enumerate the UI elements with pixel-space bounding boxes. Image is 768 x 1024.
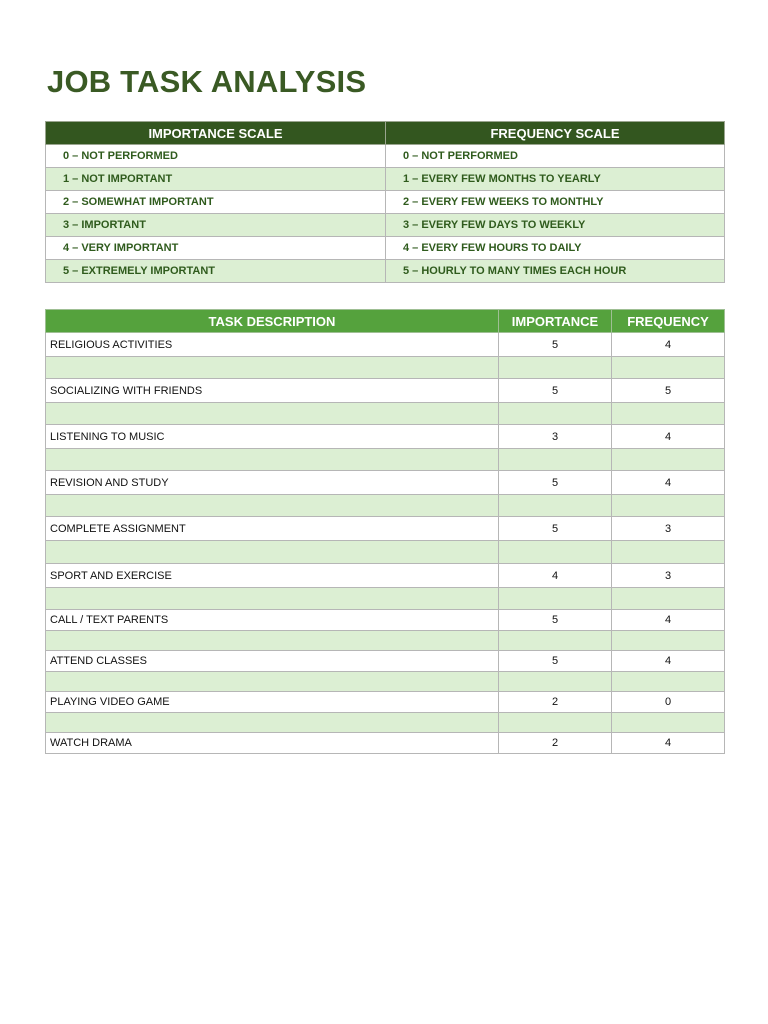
scale-row [46,145,725,168]
task-description-cell: SOCIALIZING WITH FRIENDS [46,379,499,403]
frequency-cell: 3 [612,564,725,588]
task-header-row [46,310,725,333]
frequency-scale-header: FREQUENCY SCALE [386,122,725,145]
frequency-scale-cell: 0 – NOT PERFORMED [386,145,725,168]
importance-cell: 2 [499,733,612,754]
importance-cell: 5 [499,517,612,541]
importance-scale-cell: 4 – VERY IMPORTANT [46,237,386,260]
scale-header-row [46,122,725,145]
task-description-cell: SPORT AND EXERCISE [46,564,499,588]
task-description-cell: ATTEND CLASSES [46,651,499,672]
frequency-scale-cell: 5 – HOURLY TO MANY TIMES EACH HOUR [386,260,725,283]
blank-row [46,541,725,564]
task-row [46,651,725,672]
frequency-scale-cell: 1 – EVERY FEW MONTHS TO YEARLY [386,168,725,191]
frequency-scale-cell: 3 – EVERY FEW DAYS TO WEEKLY [386,214,725,237]
blank-row [46,495,725,517]
frequency-cell: 4 [612,471,725,495]
frequency-cell: 4 [612,610,725,631]
importance-cell: 5 [499,379,612,403]
task-table [45,309,725,754]
frequency-cell: 4 [612,733,725,754]
blank-row [46,713,725,733]
task-row [46,610,725,631]
importance-scale-cell: 3 – IMPORTANT [46,214,386,237]
frequency-cell: 3 [612,517,725,541]
scale-row [46,237,725,260]
task-row [46,333,725,357]
task-description-cell: CALL / TEXT PARENTS [46,610,499,631]
importance-cell: 2 [499,692,612,713]
importance-header: IMPORTANCE [499,310,612,333]
blank-row [46,588,725,610]
importance-cell: 5 [499,610,612,631]
task-description-header: TASK DESCRIPTION [46,310,499,333]
task-row [46,425,725,449]
importance-scale-header: IMPORTANCE SCALE [46,122,386,145]
blank-row [46,631,725,651]
task-description-cell: PLAYING VIDEO GAME [46,692,499,713]
task-row [46,379,725,403]
task-row [46,692,725,713]
task-row [46,471,725,495]
blank-row [46,357,725,379]
task-row [46,564,725,588]
frequency-scale-cell: 2 – EVERY FEW WEEKS TO MONTHLY [386,191,725,214]
scale-row [46,168,725,191]
frequency-scale-cell: 4 – EVERY FEW HOURS TO DAILY [386,237,725,260]
frequency-cell: 4 [612,651,725,672]
importance-cell: 5 [499,333,612,357]
frequency-cell: 4 [612,425,725,449]
blank-row [46,672,725,692]
task-description-cell: REVISION AND STUDY [46,471,499,495]
scale-row [46,260,725,283]
importance-cell: 4 [499,564,612,588]
scale-table [45,121,725,283]
importance-scale-cell: 1 – NOT IMPORTANT [46,168,386,191]
task-description-cell: LISTENING TO MUSIC [46,425,499,449]
task-description-cell: COMPLETE ASSIGNMENT [46,517,499,541]
importance-cell: 5 [499,471,612,495]
blank-row [46,449,725,471]
scale-row [46,214,725,237]
task-row [46,517,725,541]
page-title: JOB TASK ANALYSIS [47,64,367,99]
task-row [46,733,725,754]
importance-scale-cell: 5 – EXTREMELY IMPORTANT [46,260,386,283]
blank-row [46,403,725,425]
task-description-cell: RELIGIOUS ACTIVITIES [46,333,499,357]
importance-scale-cell: 2 – SOMEWHAT IMPORTANT [46,191,386,214]
scale-row [46,191,725,214]
importance-cell: 5 [499,651,612,672]
frequency-cell: 0 [612,692,725,713]
importance-cell: 3 [499,425,612,449]
frequency-cell: 4 [612,333,725,357]
importance-scale-cell: 0 – NOT PERFORMED [46,145,386,168]
task-description-cell: WATCH DRAMA [46,733,499,754]
frequency-cell: 5 [612,379,725,403]
frequency-header: FREQUENCY [612,310,725,333]
